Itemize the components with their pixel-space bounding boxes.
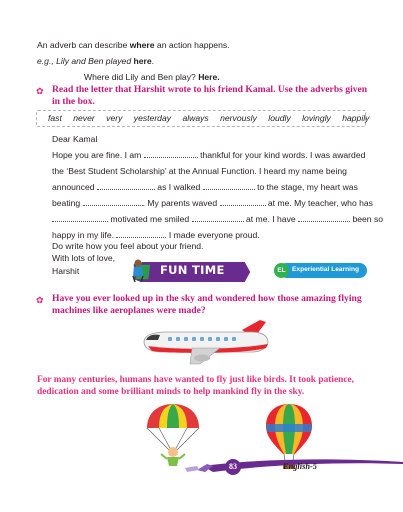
el-badge-code: EL (274, 263, 289, 278)
book-title: English-5 (283, 462, 317, 471)
word-item: very (106, 113, 123, 123)
letter-text: at me. My teacher, who has (265, 198, 373, 208)
blank-field[interactable] (52, 215, 108, 222)
blank-field[interactable] (97, 183, 155, 190)
letter-text: motivated me smiled (108, 214, 192, 224)
letter-text: Hope you are fine. I am (52, 150, 144, 160)
example-text: e.g., Lily and Ben played (37, 56, 134, 66)
example-answer: Here. (198, 72, 220, 82)
letter-text: thankful for your kind words. I was awarded (197, 150, 366, 160)
exercise-instruction: Read the letter that Harshit wrote to his friend Kamal. Use the adverbs given in the box. (52, 84, 368, 107)
letter-text: to the stage, my heart was (254, 182, 358, 192)
example-line (37, 56, 154, 67)
letter-line (52, 182, 358, 193)
intro-line (37, 40, 230, 51)
question-2: Have you ever looked up in the sky and wondered how those amazing flying machines like aeroplanes were made? (52, 293, 362, 316)
letter-signature: Harshit (52, 266, 80, 276)
intro-paragraph: For many centuries, humans have wanted to fly just like birds. It took patience, dedication and some brilliant minds to help mankind fly in the sky. (37, 375, 355, 397)
word-list (48, 113, 378, 123)
word-item: happily (342, 113, 370, 123)
letter-line: the ‘Best Student Scholarship’ at the Annual Function. I heard my name being (52, 166, 347, 176)
blank-field[interactable] (220, 199, 266, 206)
blank-field[interactable] (144, 151, 198, 158)
word-item: yesterday (133, 113, 172, 123)
blank-field[interactable] (203, 183, 255, 190)
letter-text: I made everyone proud. (166, 230, 260, 240)
example-question (84, 72, 220, 83)
word-item: lovingly (302, 113, 331, 123)
letter-text: announced (52, 182, 97, 192)
blank-field[interactable] (116, 231, 166, 238)
blank-field[interactable] (298, 215, 350, 222)
word-item: nervously (220, 113, 257, 123)
intro-text: An adverb can describe (37, 40, 130, 50)
letter-text: as I walked (154, 182, 203, 192)
intro-bold: where (129, 40, 155, 50)
letter-text: . My parents waved (142, 198, 220, 208)
example-bold: here (133, 56, 152, 66)
letter-line (52, 214, 383, 225)
letter-text: at me. I have (243, 214, 299, 224)
flower-bullet-icon: ✿ (36, 295, 44, 305)
letter-line (52, 230, 260, 241)
letter-line: Do write how you feel about your friend. (52, 241, 204, 251)
word-item: always (182, 113, 209, 123)
el-badge-label: Experiential Learning (292, 266, 360, 273)
word-item: fast (48, 113, 62, 123)
letter-text: been so (350, 214, 384, 224)
child-figure-icon (130, 258, 146, 280)
word-item: loudly (268, 113, 291, 123)
letter-line (52, 198, 373, 209)
blank-field[interactable] (192, 215, 244, 222)
letter-text: beating (52, 198, 83, 208)
letter-text: happy in my life. (52, 230, 117, 240)
example-end: . (151, 56, 155, 66)
fun-time-title: FUN TIME (160, 263, 225, 277)
intro-text-end: an action happens. (154, 40, 230, 50)
flower-bullet-icon: ✿ (36, 86, 44, 96)
example-question-text: Where did Lily and Ben play? (84, 72, 199, 82)
page-number: 83 (229, 462, 237, 471)
letter-greeting: Dear Kamal (52, 134, 98, 144)
aeroplane-illustration (134, 318, 274, 368)
word-item: never (73, 113, 95, 123)
blank-field[interactable] (83, 199, 143, 206)
letter-closing: With lots of love, (52, 253, 116, 263)
letter-line (52, 150, 365, 161)
